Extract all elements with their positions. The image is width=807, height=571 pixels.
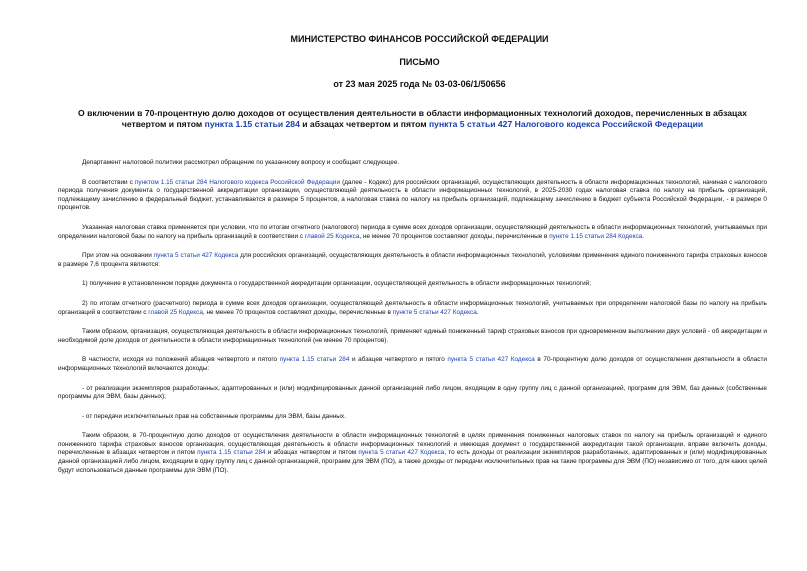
link-article-284[interactable]: пункта 1.15 статьи 284 <box>279 356 350 364</box>
paragraph-7: Таким образом, организация, осуществляющая деятельность в области информационных технологий, применяет единый пониженный тариф страховых взносов при одновременном выполнении двух условий - об аккредитации и необходимой доле доходов от деятельности в области информационных технологий (не менее 70 процентов). <box>58 328 767 344</box>
paragraph-11-text-1: Таким образом, в 70-процентную долю доходов от осуществления деятельности в области информационных технологий в целях применения пониженных налоговых ставок по налогу на прибыль организаций и единого пониженного тарифа страховых взносов организация, осуществляющая деятельность в области информационных технологий и имеющая документ о государственной аккредитации такой организации, вправе включить доходы, перечисленные в абзацах четвертом и пятом <box>58 432 767 457</box>
paragraph-6-text-3: . <box>476 308 479 316</box>
document-subject <box>58 108 767 130</box>
link-article-427-code[interactable]: пункта 5 статьи 427 Кодекса <box>153 252 239 260</box>
ministry-title: МИНИСТЕРСТВО ФИНАНСОВ РОССИЙСКОЙ ФЕДЕРАЦИИ <box>290 34 549 44</box>
link-article-427-tax-code[interactable]: пункта 5 статьи 427 Налогового кодекса Российской Федерации <box>428 119 704 129</box>
link-article-284-tax-code[interactable]: пунктом 1.15 статьи 284 Налогового кодекса Российской Федерации <box>134 178 341 186</box>
paragraph-8-text-2: и абзацев четвертого и пятого <box>349 356 448 364</box>
document-type: ПИСЬМО <box>399 57 440 67</box>
paragraph-8-text-1: В частности, исходя из положений абзацев четвертого и пятого <box>82 356 280 364</box>
paragraph-6 <box>58 300 767 317</box>
paragraph-8 <box>58 356 767 373</box>
paragraph-9: - от реализации экземпляров разработанных, адаптированных и (или) модифицированных данной организацией либо лицом, входящим в одну группу лиц с данной организацией, программ для ЭВМ, баз данных (собственные программы для ЭВМ, базы данных); <box>58 384 767 401</box>
paragraph-4 <box>58 252 767 269</box>
subject-text-2: и абзацах четвертом и пятом <box>299 119 429 129</box>
paragraph-4-text-2: для российских организаций, осуществляющих деятельность в области информационных технологий, условиями применения единого пониженного тарифа страховых взносов в размере 7,6 процента являются: <box>58 252 768 268</box>
paragraph-1: Департамент налоговой политики рассмотрел обращение по указанному вопросу и сообщает следующее. <box>82 159 400 166</box>
link-chapter-25[interactable]: главой 25 Кодекса <box>148 308 203 316</box>
paragraph-6-text-1: 2) по итогам отчетного (расчетного) периода в сумме всех доходов организации, осуществляющей деятельность в области информационных технологий, учитываемых при определении налоговой базы по налогу на прибыль организаций в соответствии с <box>58 299 767 316</box>
document-date-number: от 23 мая 2025 года № 03-03-06/1/50656 <box>333 79 506 89</box>
link-article-284[interactable]: пункта 1.15 статьи 284 <box>197 449 266 457</box>
link-article-284-code[interactable]: пункте 1.15 статьи 284 Кодекса <box>549 232 643 240</box>
paragraph-5: 1) получение в установленном порядке документа о государственной аккредитации организации, осуществляющей деятельность в области информационных технологий; <box>82 280 592 288</box>
link-article-427-code[interactable]: пункте 5 статьи 427 Кодекса <box>392 308 477 316</box>
paragraph-3-text-2: , не менее 70 процентов составляют доходы, перечисленные в <box>359 232 550 240</box>
paragraph-2-text-2: (далее - Кодекс) для российских организаций, осуществляющих деятельность в области информационных технологий, начиная с налогового периода получения документа о государственной аккредитации организации, осуществляющей деятельность в области информационных технологий, в 2025-2030 годах налоговая ставка по налогу на прибыль организаций, подлежащему зачислению в федеральный бюджет, устанавливается в размере 5 процентов, а налоговая ставка по налогу на прибыль организаций, подлежащему зачислению в бюджет субъекта Российской Федерации, - в размере 0 процентов. <box>58 178 767 212</box>
paragraph-3-text-1: Указанная налоговая ставка применяется при условии, что по итогам отчетного (налогового) периода в сумме всех доходов организации, осуществляющей деятельность в области информационных технологий, учитываемых при определении налоговой базы по налогу на прибыль организаций в соответствии с <box>58 223 767 240</box>
document-header <box>72 34 767 90</box>
subject-text-1: О включении в 70-процентную долю доходов от осуществления деятельности в области информационных технологий доходов, перечисленных в абзацах четвертом и пятом <box>78 108 747 129</box>
paragraph-2 <box>58 179 767 213</box>
paragraph-8-text-3: в 70-процентную долю доходов от осуществления деятельности в области информационных технологий включаются доходы: <box>58 356 768 372</box>
paragraph-6-text-2: , не менее 70 процентов составляют доходы, перечисленные в <box>202 308 393 316</box>
paragraph-2-text-1: В соответствии с <box>82 178 135 186</box>
link-article-427-code[interactable]: пункта 5 статьи 427 Кодекса <box>447 356 535 364</box>
paragraph-4-text-1: При этом на основании <box>82 252 154 260</box>
link-article-427-code[interactable]: пункта 5 статьи 427 Кодекса <box>358 449 445 457</box>
paragraph-10: - от передачи исключительных прав на собственные программы для ЭВМ, базы данных. <box>82 412 346 420</box>
paragraph-3-text-3: . <box>642 232 644 240</box>
paragraph-11 <box>58 432 767 475</box>
link-article-284[interactable]: пункта 1.15 статьи 284 <box>204 119 300 129</box>
document-body <box>58 159 767 475</box>
link-chapter-25[interactable]: главой 25 Кодекса <box>304 232 360 240</box>
paragraph-11-text-2: и абзацах четвертом и пятом <box>265 449 359 457</box>
paragraph-3 <box>58 224 767 241</box>
paragraph-11-text-3: , то есть доходы от реализации экземпляров разработанных, адаптированных и (или) модифицированных данной организацией либо лицом, входящим в одну группу лиц с данной организацией, программ для ЭВМ (ПО), а также доходы от передачи исключительных прав на такие программы для ЭВМ (ПО) независимо от того, для каких целей будут использоваться данные программы для ЭВМ (ПО). <box>58 449 767 474</box>
